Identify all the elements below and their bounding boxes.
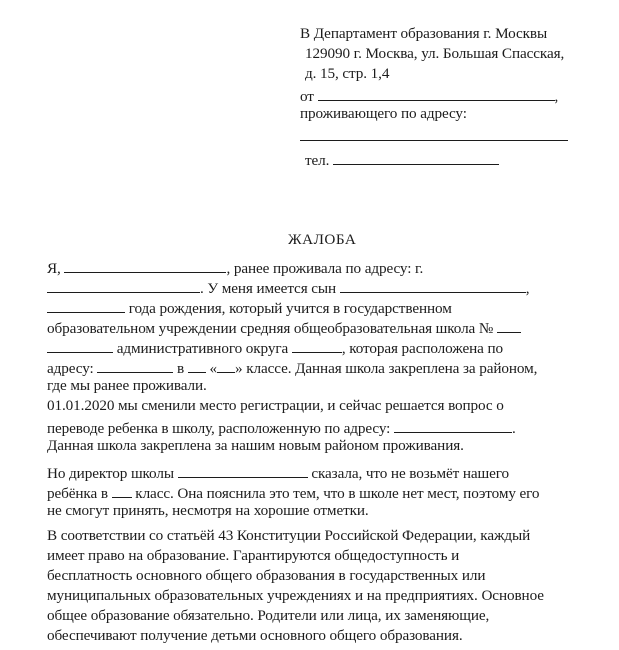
grade-letter-blank	[217, 357, 235, 373]
phone-line	[305, 149, 499, 170]
text: .	[512, 420, 516, 438]
p1-line-8: 01.01.2020 мы сменили место регистрации, и сейчас решается вопрос о	[47, 397, 504, 414]
school-address-blank	[97, 357, 173, 373]
text: , ранее проживала по адресу: г.	[226, 260, 424, 278]
director-name-blank	[178, 462, 308, 478]
p1-line-4	[47, 317, 521, 338]
p1-line-1	[47, 257, 423, 278]
text: в	[177, 360, 185, 378]
target-grade-blank	[112, 482, 132, 498]
text: образовательном учреждении средняя общеобразовательная школа №	[47, 320, 494, 338]
text: адресу:	[47, 360, 94, 378]
from-name-blank	[318, 85, 555, 101]
residing-address-blank-line	[300, 125, 568, 146]
p1-line-7: где мы ранее проживали.	[47, 377, 207, 394]
document-title: ЖАЛОБА	[288, 231, 357, 248]
text: года рождения, который учится в государственном	[128, 300, 452, 318]
p2-line-1	[47, 462, 509, 483]
text: Я,	[47, 260, 61, 278]
recipient-address-line-1: 129090 г. Москва, ул. Большая Спасская,	[305, 45, 565, 62]
text: ,	[525, 280, 530, 298]
birth-year-blank	[47, 297, 125, 313]
school-number-blank	[497, 317, 521, 333]
p1-line-3	[47, 297, 452, 318]
text: » классе. Данная школа закреплена за районом,	[235, 360, 538, 378]
p2-line-2	[47, 482, 539, 503]
text: , которая расположена по	[341, 340, 503, 358]
p3-line-4: муниципальных образовательных учреждениях и на предприятиях. Основное	[47, 587, 544, 604]
text: Но директор школы	[47, 465, 174, 483]
phone-label: тел.	[305, 152, 330, 170]
from-comma: ,	[554, 88, 559, 106]
former-city-blank	[47, 277, 200, 293]
son-name-blank	[340, 277, 526, 293]
p1-line-2	[47, 277, 529, 298]
text: переводе ребенка в школу, расположенную по адресу:	[47, 420, 391, 438]
p3-line-6: обеспечивают получение детьми основного общего образования.	[47, 627, 463, 644]
text: сказала, что не возьмёт нашего	[311, 465, 510, 483]
applicant-name-blank	[64, 257, 226, 273]
text: ребёнка в	[47, 485, 108, 503]
p3-line-3: бесплатность основного общего образования в государственных или	[47, 567, 486, 584]
text: . У меня имеется сын	[200, 280, 337, 298]
recipient-line-1: В Департамент образования г. Москвы	[300, 25, 548, 42]
grade-number-blank	[188, 357, 206, 373]
p1-line-10: Данная школа закреплена за нашим новым районом проживания.	[47, 437, 464, 454]
district-blank	[47, 337, 113, 353]
p1-line-6	[47, 357, 537, 378]
phone-blank	[333, 149, 499, 165]
recipient-address-line-2: д. 15, стр. 1,4	[305, 65, 390, 82]
from-line	[300, 85, 558, 106]
p2-line-3: не смогут принять, несмотря на хорошие отметки.	[47, 502, 369, 519]
text: административного округа	[116, 340, 289, 358]
text: «	[209, 360, 218, 378]
p1-line-5	[47, 337, 503, 358]
residing-label: проживающего по адресу:	[300, 105, 467, 122]
text: класс. Она пояснила это тем, что в школе нет мест, поэтому его	[135, 485, 540, 503]
new-school-address-blank	[394, 417, 512, 433]
p3-line-1: В соответствии со статьёй 43 Конституции Российской Федерации, каждый	[47, 527, 531, 544]
from-label: от	[300, 88, 314, 106]
district-name-blank	[292, 337, 342, 353]
residing-address-blank	[300, 125, 568, 141]
p1-line-9	[47, 417, 516, 438]
p3-line-5: общее образование обязательно. Родители или лица, их заменяющие,	[47, 607, 490, 624]
p3-line-2: имеет право на образование. Гарантируются общедоступность и	[47, 547, 460, 564]
